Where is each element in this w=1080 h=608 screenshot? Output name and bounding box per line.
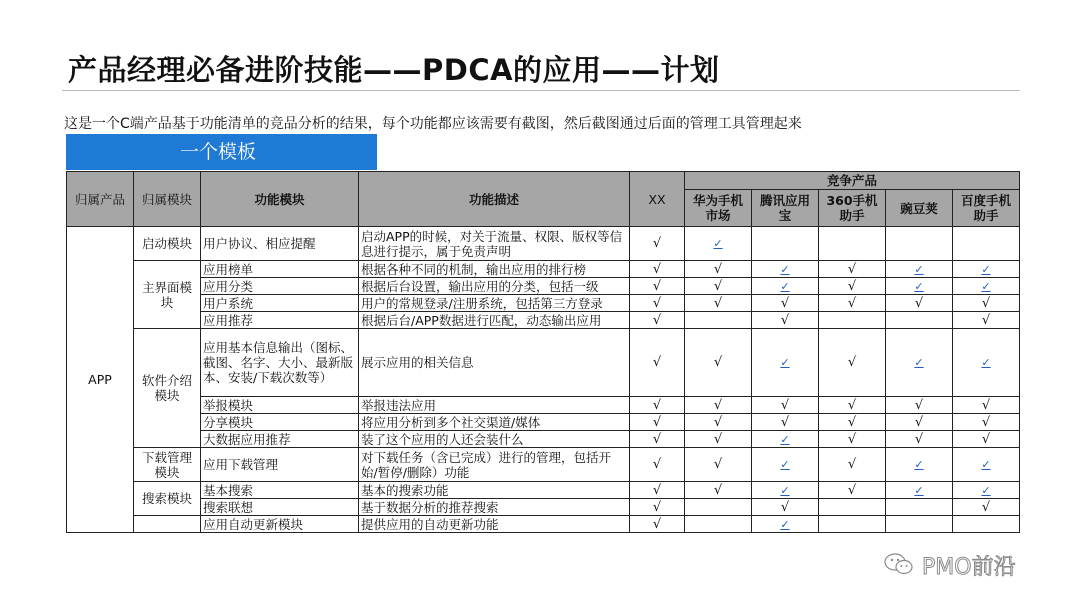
description-cell: 根据后台/APP数据进行匹配，动态输出应用 [359, 312, 630, 329]
check-mark-icon: √ [953, 414, 1020, 431]
empty-cell [953, 227, 1020, 261]
feature-cell: 用户协议、相应提醒 [201, 227, 359, 261]
check-mark-icon: √ [819, 414, 886, 431]
check-mark-icon: √ [752, 414, 819, 431]
check-mark-icon: √ [819, 431, 886, 448]
check-mark-icon: √ [685, 278, 752, 295]
screenshot-link-icon: ✓ [685, 227, 752, 261]
screenshot-link-icon: ✓ [752, 329, 819, 397]
description-cell: 用户的常规登录/注册系统，包括第三方登录 [359, 295, 630, 312]
description-cell: 提供应用的自动更新功能 [359, 516, 630, 533]
empty-cell [819, 499, 886, 516]
check-mark-icon: √ [819, 397, 886, 414]
check-mark-icon: √ [685, 295, 752, 312]
check-mark-icon: √ [886, 414, 953, 431]
check-mark-icon: √ [630, 499, 685, 516]
template-banner: 一个模板 [66, 134, 377, 170]
module-cell: 软件介绍模块 [134, 329, 201, 448]
check-mark-icon: √ [630, 414, 685, 431]
feature-cell: 大数据应用推荐 [201, 431, 359, 448]
feature-cell: 基本搜索 [201, 482, 359, 499]
table-row [67, 295, 1020, 312]
table-row [67, 278, 1020, 295]
empty-cell [886, 312, 953, 329]
slide-title: 产品经理必备进阶技能——PDCA的应用——计划 [68, 53, 720, 87]
check-mark-icon: √ [752, 499, 819, 516]
screenshot-link-icon: ✓ [953, 278, 1020, 295]
check-mark-icon: √ [752, 312, 819, 329]
check-mark-icon: √ [953, 312, 1020, 329]
check-mark-icon: √ [819, 329, 886, 397]
table-row [67, 397, 1020, 414]
empty-cell [886, 516, 953, 533]
feature-cell: 应用分类 [201, 278, 359, 295]
check-mark-icon: √ [953, 397, 1020, 414]
check-mark-icon: √ [630, 278, 685, 295]
feature-cell: 分享模块 [201, 414, 359, 431]
empty-cell [886, 227, 953, 261]
empty-cell [953, 516, 1020, 533]
header-product: 归属产品 [67, 172, 134, 227]
feature-cell: 应用下载管理 [201, 448, 359, 482]
check-mark-icon: √ [953, 295, 1020, 312]
description-cell: 将应用分析到多个社交渠道/媒体 [359, 414, 630, 431]
screenshot-link-icon: ✓ [752, 278, 819, 295]
screenshot-link-icon: ✓ [886, 448, 953, 482]
screenshot-link-icon: ✓ [752, 448, 819, 482]
screenshot-link-icon: ✓ [886, 278, 953, 295]
screenshot-link-icon: ✓ [953, 482, 1020, 499]
description-cell: 根据后台设置，输出应用的分类，包括一级 [359, 278, 630, 295]
table-row [67, 482, 1020, 499]
module-cell: 启动模块 [134, 227, 201, 261]
description-cell: 举报违法应用 [359, 397, 630, 414]
check-mark-icon: √ [886, 295, 953, 312]
description-cell: 启动APP的时候，对关于流量、权限、版权等信息进行提示，属于免责声明 [359, 227, 630, 261]
description-cell: 基于数据分析的推荐搜索 [359, 499, 630, 516]
check-mark-icon: √ [886, 397, 953, 414]
feature-cell: 应用榜单 [201, 261, 359, 278]
table-row [67, 312, 1020, 329]
check-mark-icon: √ [630, 312, 685, 329]
check-mark-icon: √ [685, 448, 752, 482]
module-cell: 搜索模块 [134, 482, 201, 516]
feature-cell: 应用基本信息输出（图标、截图、名字、大小、最新版本、安装/下载次数等） [201, 329, 359, 397]
check-mark-icon: √ [685, 261, 752, 278]
product-cell: APP [67, 227, 134, 533]
screenshot-link-icon: ✓ [752, 431, 819, 448]
check-mark-icon: √ [953, 431, 1020, 448]
title-divider [62, 90, 1020, 91]
check-mark-icon: √ [685, 397, 752, 414]
header-module: 归属模块 [134, 172, 201, 227]
check-mark-icon: √ [630, 516, 685, 533]
module-cell [134, 516, 201, 533]
table-row [67, 329, 1020, 397]
module-cell: 下载管理模块 [134, 448, 201, 482]
check-mark-icon: √ [685, 414, 752, 431]
header-competitor: 豌豆荚 [886, 190, 953, 227]
feature-cell: 搜索联想 [201, 499, 359, 516]
check-mark-icon: √ [630, 227, 685, 261]
slide-subtitle: 这是一个C端产品基于功能清单的竞品分析的结果，每个功能都应该需要有截图，然后截图通过后面的管理工具管理起来 [64, 116, 802, 132]
header-competitor: 360手机助手 [819, 190, 886, 227]
screenshot-link-icon: ✓ [886, 261, 953, 278]
feature-cell: 用户系统 [201, 295, 359, 312]
check-mark-icon: √ [819, 448, 886, 482]
check-mark-icon: √ [630, 448, 685, 482]
empty-cell [685, 312, 752, 329]
check-mark-icon: √ [630, 431, 685, 448]
check-mark-icon: √ [819, 482, 886, 499]
check-mark-icon: √ [630, 482, 685, 499]
check-mark-icon: √ [886, 431, 953, 448]
description-cell: 装了这个应用的人还会装什么 [359, 431, 630, 448]
header-xx: XX [630, 172, 685, 227]
empty-cell [685, 499, 752, 516]
screenshot-link-icon: ✓ [752, 516, 819, 533]
screenshot-link-icon: ✓ [953, 329, 1020, 397]
description-cell: 根据各种不同的机制，输出应用的排行榜 [359, 261, 630, 278]
check-mark-icon: √ [630, 261, 685, 278]
table-row [67, 448, 1020, 482]
check-mark-icon: √ [630, 329, 685, 397]
check-mark-icon: √ [819, 278, 886, 295]
screenshot-link-icon: ✓ [752, 261, 819, 278]
wechat-icon [884, 553, 914, 575]
empty-cell [819, 227, 886, 261]
competitor-feature-table [66, 171, 1020, 533]
header-competitor: 百度手机助手 [953, 190, 1020, 227]
module-cell: 主界面模块 [134, 261, 201, 329]
table-row [67, 261, 1020, 278]
table-row [67, 499, 1020, 516]
feature-cell: 举报模块 [201, 397, 359, 414]
description-cell: 展示应用的相关信息 [359, 329, 630, 397]
header-feature: 功能模块 [201, 172, 359, 227]
check-mark-icon: √ [752, 397, 819, 414]
empty-cell [819, 516, 886, 533]
empty-cell [685, 516, 752, 533]
empty-cell [819, 312, 886, 329]
header-competitor: 华为手机市场 [685, 190, 752, 227]
check-mark-icon: √ [819, 261, 886, 278]
table-row [67, 431, 1020, 448]
check-mark-icon: √ [685, 431, 752, 448]
check-mark-icon: √ [752, 295, 819, 312]
header-competitors: 竞争产品 [685, 172, 1020, 190]
check-mark-icon: √ [685, 482, 752, 499]
check-mark-icon: √ [685, 329, 752, 397]
check-mark-icon: √ [630, 397, 685, 414]
header-description: 功能描述 [359, 172, 630, 227]
screenshot-link-icon: ✓ [886, 329, 953, 397]
screenshot-link-icon: ✓ [886, 482, 953, 499]
description-cell: 对下载任务（含已完成）进行的管理，包括开始/暂停/删除）功能 [359, 448, 630, 482]
description-cell: 基本的搜索功能 [359, 482, 630, 499]
empty-cell [752, 227, 819, 261]
screenshot-link-icon: ✓ [752, 482, 819, 499]
check-mark-icon: √ [630, 295, 685, 312]
header-competitor: 腾讯应用宝 [752, 190, 819, 227]
screenshot-link-icon: ✓ [953, 448, 1020, 482]
check-mark-icon: √ [819, 295, 886, 312]
table-row [67, 414, 1020, 431]
check-mark-icon: √ [953, 499, 1020, 516]
feature-cell: 应用自动更新模块 [201, 516, 359, 533]
watermark-text: PMO前沿 [922, 555, 1016, 580]
feature-cell: 应用推荐 [201, 312, 359, 329]
table-row [67, 516, 1020, 533]
screenshot-link-icon: ✓ [953, 261, 1020, 278]
empty-cell [886, 499, 953, 516]
table-row [67, 227, 1020, 261]
